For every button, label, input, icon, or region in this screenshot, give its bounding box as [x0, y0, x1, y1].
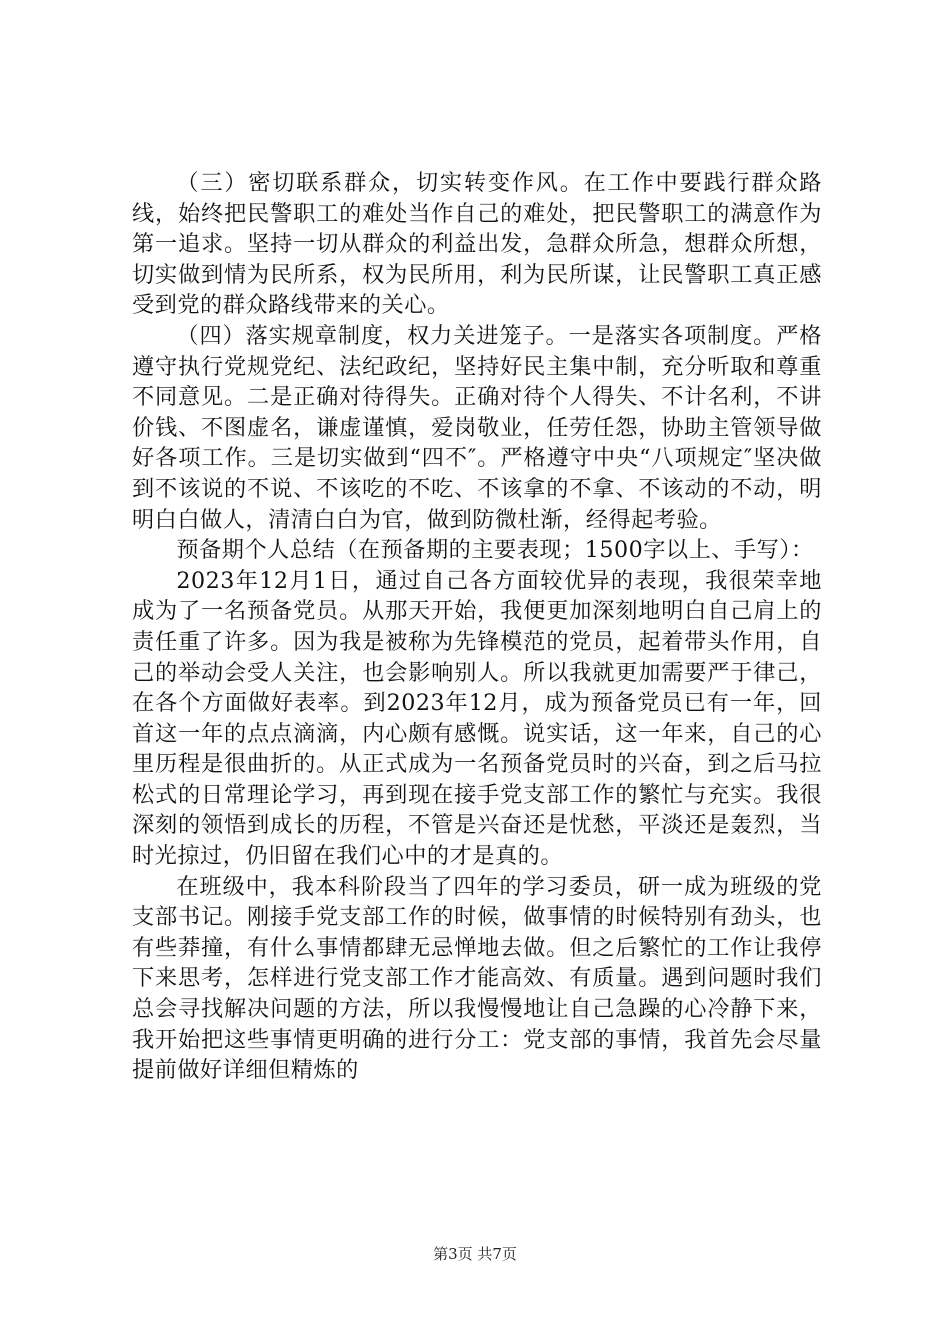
paragraph-section-four: （四）落实规章制度，权力关进笼子。一是落实各项制度。严格遵守执行党规党纪、法纪政纪，坚持好民主集中制，充分听取和尊重不同意见。二是正确对待得失。正确对待个人得失、不计名利，不讲价钱、不图虚名，谦虚谨慎，爱岗敬业，任劳任怨，协助主管领导做好各项工作。三是切实做到“四不″。严格遵守中央“八项规定″坚决做到不该说的不说、不该吃的不吃、不该拿的不拿、不该动的不动，明明白白做人，清清白白为官，做到防微杜渐，经得起考验。 — [132, 322, 822, 533]
paragraph-section-three: （三）密切联系群众，切实转变作风。在工作中要践行群众路线，始终把民警职工的难处当作自己的难处，把民警职工的满意作为第一追求。坚持一切从群众的利益出发，急群众所急，想群众所想，切实做到情为民所系，权为民所用，利为民所谋，让民警职工真正感受到党的群众路线带来的关心。 — [132, 170, 822, 319]
paragraph-class-role: 在班级中，我本科阶段当了四年的学习委员，研一成为班级的党支部书记。刚接手党支部工作的时候，做事情的时候特别有劲头，也有些莽撞，有什么事情都肆无忌惮地去做。但之后繁忙的工作让我停下来思考，怎样进行党支部工作才能高效、有质量。遇到问题时我们总会寻找解决问题的方法，所以我慢慢地让自己急躁的心冷静下来，我开始把这些事情更明确的进行分工：党支部的事情，我首先会尽量提前做好详细但精炼的 — [132, 873, 822, 1084]
paragraph-summary-intro: 2023年12月1日，通过自己各方面较优异的表现，我很荣幸地成为了一名预备党员。从那天开始，我便更加深刻地明白自己肩上的责任重了许多。因为我是被称为先锋模范的党员，起着带头作用，自己的举动会受人关注，也会影响别人。所以我就更加需要严于律己，在各个方面做好表率。到2023年12月，成为预备党员已有一年，回首这一年的点点滴滴，内心颇有感慨。说实话，这一年来，自己的心里历程是很曲折的。从正式成为一名预备党员时的兴奋，到之后马拉松式的日常理论学习，再到现在接手党支部工作的繁忙与充实。我很深刻的领悟到成长的历程，不管是兴奋还是忧愁，平淡还是轰烈，当时光掠过，仍旧留在我们心中的才是真的。 — [132, 567, 822, 870]
document-body — [132, 168, 822, 1086]
paragraph-summary-heading: 预备期个人总结（在预备期的主要表现；1500字以上、手写）： — [176, 537, 814, 564]
page-footer: 第3页 共7页 — [433, 1245, 517, 1263]
